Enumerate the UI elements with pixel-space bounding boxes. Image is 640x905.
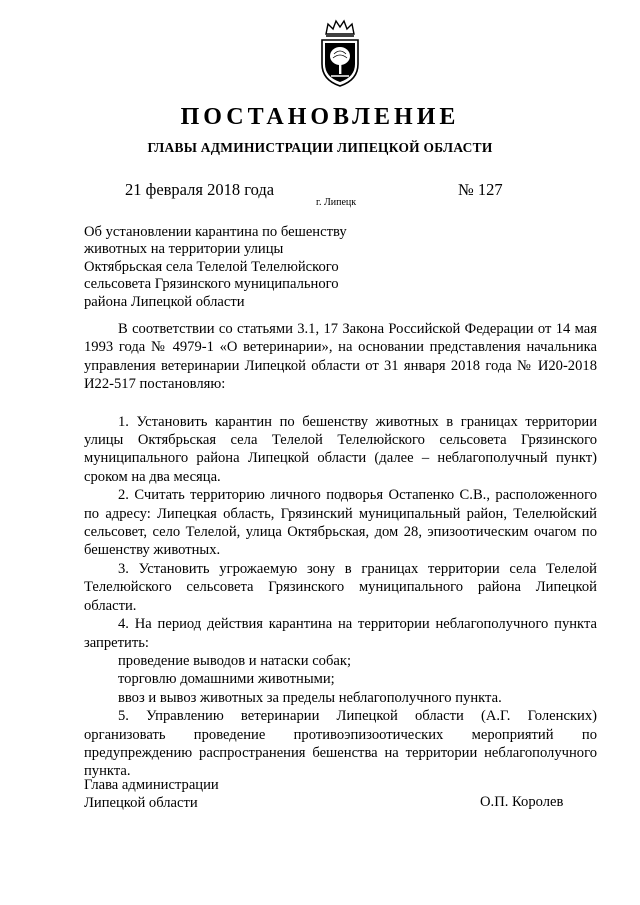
subject-line: животных на территории улицы	[84, 241, 284, 258]
document-title: ПОСТАНОВЛЕНИЕ	[180, 104, 460, 130]
signatory-name: О.П. Королев	[480, 794, 564, 810]
clause-2: 2. Считать территорию личного подворья Остапенко С.В., расположенного по адресу: Липецкая область, Грязинский муниципальный район, Телелюйский сельсовет, село Телелой, улица Октябрьская, дом 28, эпизоотическим очагом по бешенству животных.	[84, 487, 597, 559]
document-number: № 127	[458, 180, 503, 199]
signatory-position	[84, 776, 219, 813]
document-date: 21 февраля 2018 года	[125, 180, 275, 199]
document-city: г. Липецк	[316, 197, 357, 208]
subject-line: Октябрьская села Телелой Телелюйского	[84, 258, 339, 275]
clause-5: 5. Управлению ветеринарии Липецкой области (А.Г. Голенских) организовать проведение противоэпизоотических мероприятий по предупреждению распространения бешенства на территории неблагополучного пункта.	[84, 708, 597, 780]
document-subtitle: ГЛАВЫ АДМИНИСТРАЦИИ ЛИПЕЦКОЙ ОБЛАСТИ	[147, 140, 493, 155]
subject-line: Об установлении карантина по бешенству	[84, 224, 347, 240]
clause-1: 1. Установить карантин по бешенству животных в границах территории улицы Октябрьская села Телелой Телелюйского сельсовета Грязинского муниципального района Липецкой области (далее – неблагополучный пункт) сроком на два месяца.	[84, 413, 597, 485]
clause-4-item: торговлю домашними животными;	[118, 671, 335, 688]
signatory-position-line: Липецкой области	[84, 795, 198, 812]
coat-of-arms-icon	[314, 18, 366, 88]
document-subject	[84, 224, 374, 311]
clause-4-item: проведение выводов и натаски собак;	[118, 652, 352, 669]
subject-line: сельсовета Грязинского муниципального	[84, 276, 339, 293]
preamble-paragraph: В соответствии со статьями 3.1, 17 Закона Российской Федерации от 14 мая 1993 года № 4979-1 «О ветеринарии», на основании представления начальника управления ветеринарии Липецкой области от 31 января 2018 года № И20-2018 И22-517 постановляю:	[84, 321, 597, 393]
signatory-position-line: Глава администрации	[84, 777, 219, 793]
subject-line: района Липецкой области	[84, 293, 245, 310]
document-body	[84, 320, 597, 781]
clause-4-item: ввоз и вывоз животных за пределы неблагополучного пункта.	[118, 689, 502, 706]
clause-4: 4. На период действия карантина на территории неблагополучного пункта запретить:	[84, 616, 597, 651]
clause-3: 3. Установить угрожаемую зону в границах территории села Телелой Телелюйского сельсовета Грязинского муниципального района Липецкой области.	[84, 560, 597, 614]
